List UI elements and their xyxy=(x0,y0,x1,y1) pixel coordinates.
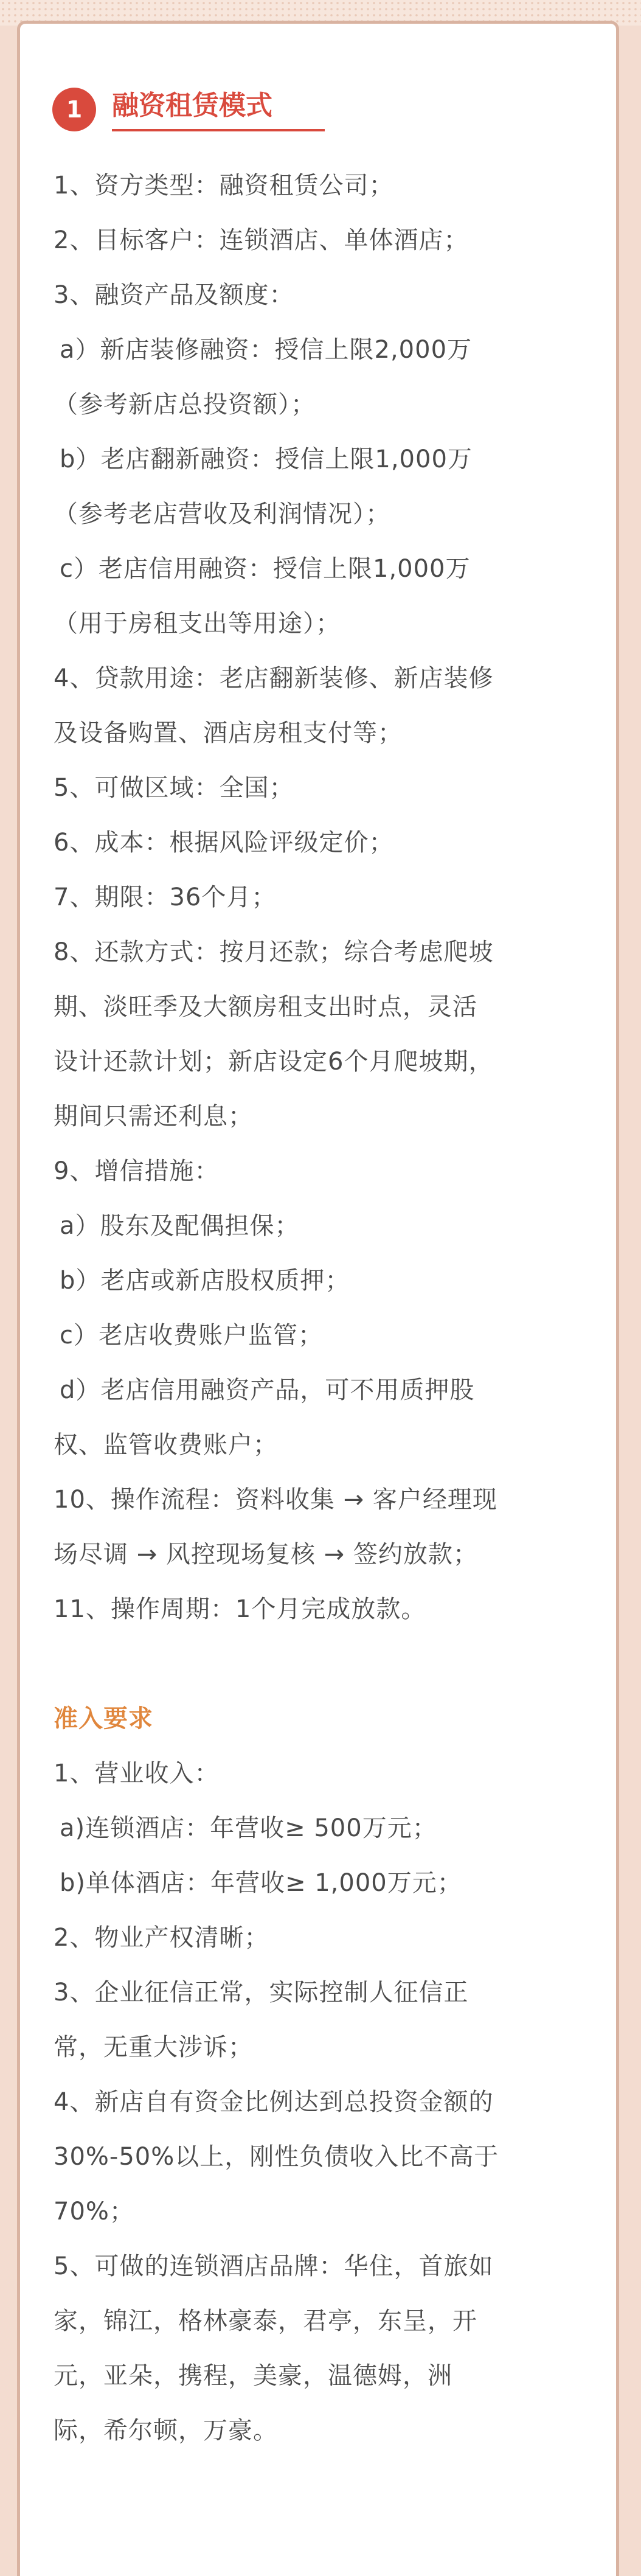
req-line-10: 5、可做的连锁酒店品牌：华住，首旅如 xyxy=(54,2252,494,2280)
line-25: 10、操作流程：资料收集 → 客户经理现 xyxy=(54,1486,497,1514)
req-line-2: a)连锁酒店：年营收≥ 500万元； xyxy=(60,1814,437,1842)
line-17: 设计还款计划；新店设定6个月爬坡期， xyxy=(54,1048,494,1076)
line-23: d）老店信用融资产品，可不用质押股 xyxy=(60,1376,475,1404)
line-14: 7、期限：36个月； xyxy=(54,883,277,911)
line-18: 期间只需还利息； xyxy=(54,1102,253,1130)
line-24: 权、监管收费账户； xyxy=(54,1431,278,1459)
line-16: 期、淡旺季及大额房租支出时点，灵活 xyxy=(54,993,477,1021)
req-line-13: 际，希尔顿，万豪。 xyxy=(54,2417,278,2445)
line-13: 6、成本：根据风险评级定价； xyxy=(54,829,394,857)
req-line-12: 元，亚朵，携程，美豪，温德姆，洲 xyxy=(54,2362,452,2390)
line-4: a）新店装修融资：授信上限2,000万 xyxy=(60,336,473,364)
line-26: 场尽调 → 风控现场复核 → 签约放款； xyxy=(54,1540,478,1568)
line-20: a）股东及配偶担保； xyxy=(60,1212,300,1240)
line-10: 4、贷款用途：老店翻新装修、新店装修 xyxy=(54,664,494,692)
line-11: 及设备购置、酒店房租支付等； xyxy=(54,719,403,747)
section-title: 融资租赁模式 xyxy=(112,90,272,121)
line-27: 11、操作周期：1个月完成放款。 xyxy=(54,1595,426,1623)
req-line-5: 3、企业征信正常，实际控制人征信正 xyxy=(54,1979,469,2007)
line-2: 2、目标客户：连锁酒店、单体酒店； xyxy=(54,226,469,254)
line-1: 1、资方类型：融资租赁公司； xyxy=(54,172,394,200)
line-22: c）老店收费账户监管； xyxy=(60,1321,323,1349)
line-15: 8、还款方式：按月还款；综合考虑爬坡 xyxy=(54,938,494,966)
section-header xyxy=(39,79,325,138)
line-9: （用于房租支出等用途）； xyxy=(54,610,341,638)
req-line-3: b)单体酒店：年营收≥ 1,000万元； xyxy=(60,1869,462,1897)
req-line-1: 1、营业收入： xyxy=(54,1760,220,1788)
req-line-9: 70%； xyxy=(54,2198,134,2226)
article-body xyxy=(54,158,589,2458)
line-21: b）老店或新店股权质押； xyxy=(60,1267,350,1295)
section-number-badge: 1 xyxy=(52,88,96,131)
req-line-7: 4、新店自有资金比例达到总投资金额的 xyxy=(54,2088,494,2116)
line-7: （参考老店营收及利润情况）； xyxy=(54,500,390,528)
title-underline xyxy=(112,129,325,131)
line-6: b）老店翻新融资：授信上限1,000万 xyxy=(60,445,473,473)
req-line-4: 2、物业产权清晰； xyxy=(54,1924,269,1952)
line-3: 3、融资产品及额度： xyxy=(54,281,294,309)
line-12: 5、可做区域：全国； xyxy=(54,774,294,802)
section-gap xyxy=(54,1637,589,1691)
req-line-6: 常，无重大涉诉； xyxy=(54,2033,253,2061)
line-19: 9、增信措施： xyxy=(54,1157,220,1185)
requirements-heading: 准入要求 xyxy=(54,1705,153,1733)
line-8: c）老店信用融资：授信上限1,000万 xyxy=(60,555,471,583)
req-line-11: 家，锦江，格林豪泰，君亭，东呈，开 xyxy=(54,2307,477,2335)
req-line-8: 30%-50%以上，刚性负债收入比不高于 xyxy=(54,2143,499,2171)
line-5: （参考新店总投资额）； xyxy=(54,391,316,419)
